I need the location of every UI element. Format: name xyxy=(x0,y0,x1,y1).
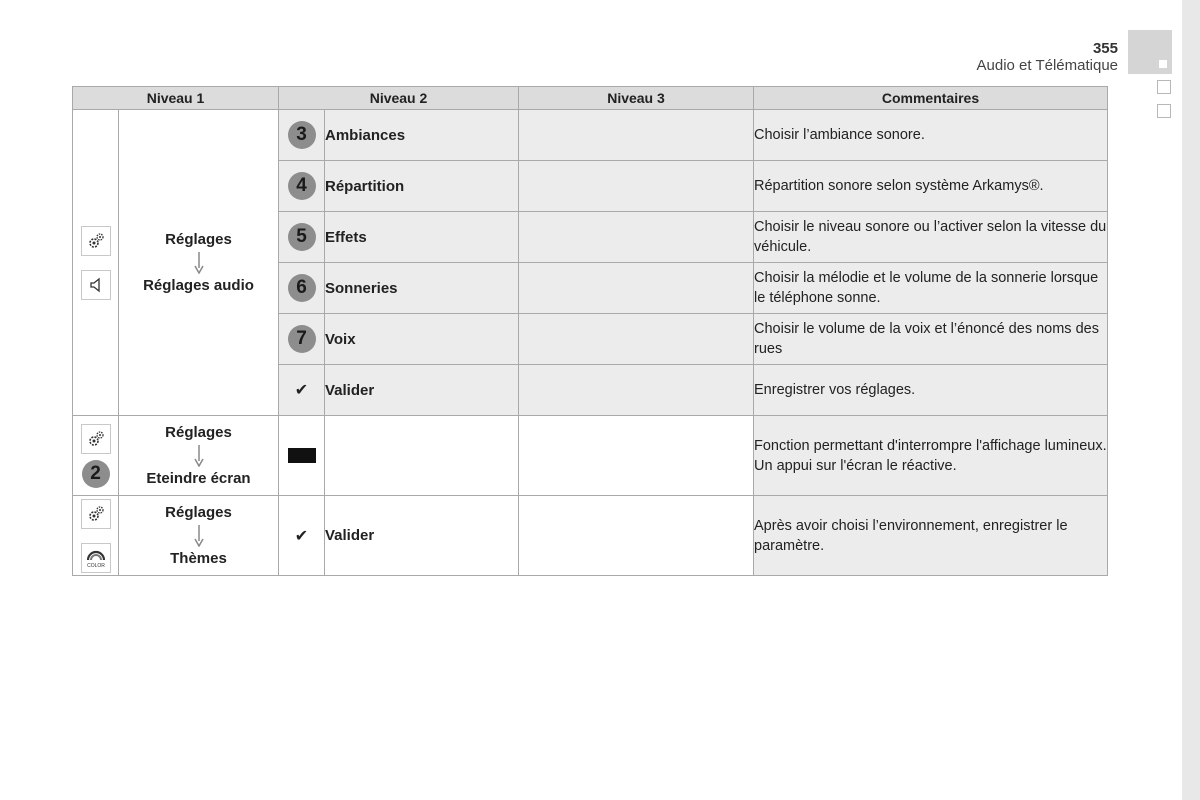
comment-cell: Choisir la mélodie et le volume de la sonnerie lorsque le téléphone sonne. xyxy=(754,263,1108,314)
comment-cell: Après avoir choisi l’environnement, enregistrer le paramètre. xyxy=(754,496,1108,576)
comment-cell: Répartition sonore selon système Arkamys®. xyxy=(754,161,1108,212)
level2-label: Sonneries xyxy=(325,263,519,314)
level1-icons-audio xyxy=(73,110,119,416)
comment-line: Un appui sur l'écran le réactive. xyxy=(754,457,957,474)
level3-cell xyxy=(519,416,754,496)
level1-themes xyxy=(119,496,279,576)
level2-label: Valider xyxy=(325,496,519,576)
level1-themes-bottom: Thèmes xyxy=(170,549,227,567)
comment-line: Fonction permettant d'interrompre l'affichage lumineux. xyxy=(754,437,1107,454)
comment-cell: Choisir le volume de la voix et l’énoncé des noms des rues xyxy=(754,314,1108,365)
header-niveau-1: Niveau 1 xyxy=(73,87,279,110)
level2-label: Effets xyxy=(325,212,519,263)
level2-label: Valider xyxy=(325,365,519,416)
svg-text:COLOR: COLOR xyxy=(86,562,105,569)
settings-gear-icon xyxy=(81,424,111,454)
level3-cell xyxy=(519,161,754,212)
level3-cell xyxy=(519,314,754,365)
level3-cell xyxy=(519,365,754,416)
speaker-icon xyxy=(81,270,111,300)
page-edge-strip xyxy=(1182,0,1200,800)
chapter-tab-marker xyxy=(1157,80,1171,94)
level1-audio-top: Réglages xyxy=(165,230,232,248)
table-header-row xyxy=(73,87,1108,110)
num-cell xyxy=(279,161,325,212)
level1-screen-bottom: Eteindre écran xyxy=(146,469,251,487)
step-badge: 5 xyxy=(288,223,316,251)
num-cell xyxy=(279,365,325,416)
level1-themes-top: Réglages xyxy=(165,503,232,521)
page-number: 355 xyxy=(1092,40,1118,57)
level3-cell xyxy=(519,496,754,576)
settings-table xyxy=(72,86,1108,576)
table-row xyxy=(73,110,1108,161)
level3-cell xyxy=(519,263,754,314)
screen-off-icon xyxy=(288,448,316,463)
num-cell xyxy=(279,212,325,263)
level2-label: Répartition xyxy=(325,161,519,212)
step-badge: 7 xyxy=(288,325,316,353)
table-row xyxy=(73,416,1108,496)
settings-gear-icon xyxy=(81,499,111,529)
level3-cell xyxy=(519,212,754,263)
comment-cell xyxy=(754,416,1108,496)
step-badge: 2 xyxy=(82,460,110,488)
level3-cell xyxy=(519,110,754,161)
comment-cell: Choisir le niveau sonore ou l’activer selon la vitesse du véhicule. xyxy=(754,212,1108,263)
color-theme-icon xyxy=(81,543,111,573)
comment-cell: Choisir l’ambiance sonore. xyxy=(754,110,1108,161)
num-cell xyxy=(279,263,325,314)
check-icon: ✔ xyxy=(294,382,309,399)
level1-icons-themes xyxy=(73,496,119,576)
num-cell xyxy=(279,416,325,496)
comment-cell: Enregistrer vos réglages. xyxy=(754,365,1108,416)
level1-icons-screen xyxy=(73,416,119,496)
down-arrow-icon xyxy=(119,252,278,274)
chapter-title: Audio et Télématique xyxy=(976,57,1118,74)
settings-gear-icon xyxy=(81,226,111,256)
step-badge: 4 xyxy=(288,172,316,200)
level2-label: Voix xyxy=(325,314,519,365)
chapter-tab-marker xyxy=(1157,104,1171,118)
num-cell xyxy=(279,110,325,161)
level1-screen-top: Réglages xyxy=(165,423,232,441)
level1-audio xyxy=(119,110,279,416)
level2-label: Ambiances xyxy=(325,110,519,161)
num-cell xyxy=(279,496,325,576)
level2-label xyxy=(325,416,519,496)
check-icon: ✔ xyxy=(294,527,309,545)
level1-screen xyxy=(119,416,279,496)
chapter-tab xyxy=(1128,30,1172,74)
num-cell xyxy=(279,314,325,365)
header-commentaires: Commentaires xyxy=(754,87,1108,110)
level1-audio-bottom: Réglages audio xyxy=(143,276,254,294)
down-arrow-icon xyxy=(119,525,278,547)
header-niveau-2: Niveau 2 xyxy=(279,87,519,110)
header-niveau-3: Niveau 3 xyxy=(519,87,754,110)
down-arrow-icon xyxy=(119,445,278,467)
step-badge: 3 xyxy=(288,121,316,149)
table-row xyxy=(73,496,1108,576)
step-badge: 6 xyxy=(288,274,316,302)
